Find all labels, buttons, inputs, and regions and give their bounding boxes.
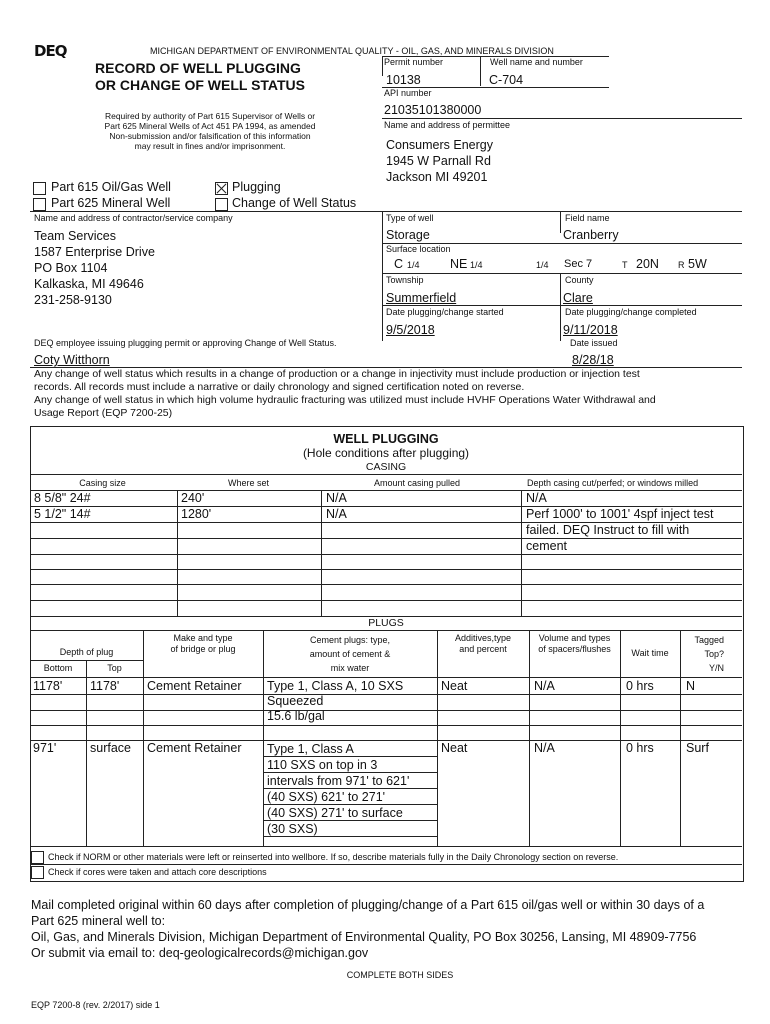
township-value[interactable]: Summerfield xyxy=(386,291,457,305)
well-type-label: Type of well xyxy=(386,213,434,223)
tagged-header: Tagged Top? Y/N xyxy=(694,635,724,673)
permittee-label: Name and address of permittee xyxy=(384,120,511,130)
depth-note-line[interactable]: cement xyxy=(526,539,567,553)
county-value[interactable]: Clare xyxy=(563,291,593,305)
part625-label: Part 625 Mineral Well xyxy=(51,196,171,210)
county-label: County xyxy=(565,275,594,285)
part615-label: Part 615 Oil/Gas Well xyxy=(51,180,171,194)
plugging-checkbox[interactable] xyxy=(215,182,228,195)
surface-location-label: Surface location xyxy=(386,244,451,254)
plug-row[interactable]: 1178' 1178' Cement Retainer Type 1, Class A, 10 SXS Squeezed 15.6 lb/gal Neat N/A 0 hrs N xyxy=(33,679,696,723)
change-status-label: Change of Well Status xyxy=(232,196,357,210)
part625-checkbox[interactable] xyxy=(33,198,46,211)
date-completed-label: Date plugging/change completed xyxy=(565,307,697,317)
field-name-label: Field name xyxy=(565,213,610,223)
well-plugging-title: WELL PLUGGING xyxy=(333,432,439,446)
well-type-value[interactable]: Storage xyxy=(386,228,430,242)
casing-row[interactable]: 8 5/8" 24# 240' N/A N/A xyxy=(34,491,547,505)
cores-checkbox[interactable] xyxy=(31,866,44,879)
contractor-label: Name and address of contractor/service company xyxy=(34,213,233,223)
cores-label: Check if cores were taken and attach core descriptions xyxy=(48,867,267,877)
api-number-value[interactable]: 21035101380000 xyxy=(384,103,482,117)
complete-both-sides: COMPLETE BOTH SIDES xyxy=(346,970,454,980)
agency-name: MICHIGAN DEPARTMENT OF ENVIRONMENTAL QUALITY - OIL, GAS, AND MINERALS DIVISION xyxy=(150,46,554,56)
well-name-value[interactable]: C-704 xyxy=(489,73,524,87)
depth-note-line[interactable]: failed. DEQ Instruct to fill with xyxy=(526,523,690,537)
form-number: EQP 7200-8 (rev. 2/2017) side 1 xyxy=(31,1000,160,1010)
top-header: Top xyxy=(107,663,122,673)
wait-time-header: Wait time xyxy=(631,648,669,658)
additives-header: Additives,type and percent xyxy=(454,633,512,654)
date-started-value[interactable]: 9/5/2018 xyxy=(386,323,435,337)
well-plugging-subtitle: (Hole conditions after plugging) xyxy=(302,446,470,460)
amount-pulled-header: Amount casing pulled xyxy=(374,478,461,488)
deq-employee-label: DEQ employee issuing plugging permit or approving Change of Well Status. xyxy=(34,338,337,348)
norm-label: Check if NORM or other materials were left or reinserted into wellbore. If so, describe materials fully in the Daily Chronology section on reverse. xyxy=(48,852,619,862)
deq-logo: DEQ xyxy=(34,42,67,60)
casing-size-header: Casing size xyxy=(79,478,126,488)
plug-depth-header: Depth of plug xyxy=(59,647,114,657)
date-started-label: Date plugging/change started xyxy=(386,307,504,317)
casing-heading: CASING xyxy=(365,461,407,473)
cement-header: Cement plugs: type, amount of cement & mix water xyxy=(309,635,391,673)
date-issued-label: Date issued xyxy=(570,338,618,348)
plug-row[interactable]: 971' surface Cement Retainer Type 1, Class A 110 SXS on top in 3 intervals from 971' to 621' (40 SXS) 621' to 271' (40 SXS) 271' to surface (30 SXS) Neat N/A 0 hrs Surf xyxy=(33,741,709,836)
field-name-value[interactable]: Cranberry xyxy=(563,228,619,242)
township-label: Township xyxy=(386,275,424,285)
plugs-heading: PLUGS xyxy=(368,617,404,629)
status-change-notice: Any change of well status which results in a change of production or a change in injectivity must include production or injection test records. All records must include a narrative or daily chronology and signed certification noted on reverse. Any change of well status in which high volume hydraulic fracturing was utilized must include HVHF Operations Water Withdrawal and Usage Report (EQP 7200-25) xyxy=(34,368,656,419)
well-name-label: Well name and number xyxy=(490,57,583,67)
authority-text: Required by authority of Part 615 Supervisor of Wells or Part 625 Mineral Wells of Act 451 PA 1994, as amended Non-submission and/or falsification of this information may result in fines and/or imprisonment. xyxy=(104,111,316,151)
bottom-header: Bottom xyxy=(43,663,73,673)
contractor-address[interactable]: Team Services 1587 Enterprise Drive PO Box 1104 Kalkaska, MI 49646 231-258-9130 xyxy=(34,229,155,307)
norm-checkbox[interactable] xyxy=(31,851,44,864)
bridge-type-header: Make and type of bridge or plug xyxy=(170,633,236,654)
api-number-label: API number xyxy=(384,88,432,98)
permit-number-value[interactable]: 10138 xyxy=(386,73,421,87)
date-completed-value[interactable]: 9/11/2018 xyxy=(563,323,618,337)
where-set-header: Where set xyxy=(228,478,270,488)
mail-instructions: Mail completed original within 60 days after completion of plugging/change of a Part 615 oil/gas well or within 30 days of a Part 625 mineral well to: Oil, Gas, and Minerals Division, Michigan Department of Environmental Quality, PO Box 30256, Lansing, MI 48909-7756 Or submit via email to: deq-geologicalrecords@michigan.gov xyxy=(31,898,705,960)
depth-cut-header: Depth casing cut/perfed; or windows milled xyxy=(527,478,699,488)
permit-number-label: Permit number xyxy=(384,57,444,67)
form-title-line1: RECORD OF WELL PLUGGING xyxy=(95,60,301,76)
change-status-checkbox[interactable] xyxy=(215,198,228,211)
date-issued-value[interactable]: 8/28/18 xyxy=(572,353,614,367)
volume-header: Volume and types of spacers/flushes xyxy=(538,633,611,654)
deq-employee-value[interactable]: Coty Witthorn xyxy=(34,353,110,367)
casing-row[interactable]: 5 1/2" 14# 1280' N/A Perf 1000' to 1001' 4spf inject test xyxy=(34,507,714,521)
form-title-line2: OR CHANGE OF WELL STATUS xyxy=(95,77,305,93)
permittee-address[interactable]: Consumers Energy 1945 W Parnall Rd Jackson MI 49201 xyxy=(386,138,493,184)
plugging-label: Plugging xyxy=(232,180,281,194)
part615-checkbox[interactable] xyxy=(33,182,46,195)
surface-location[interactable]: C 1/4 NE 1/4 1/4 Sec 7 T 20N R 5W xyxy=(394,257,707,271)
